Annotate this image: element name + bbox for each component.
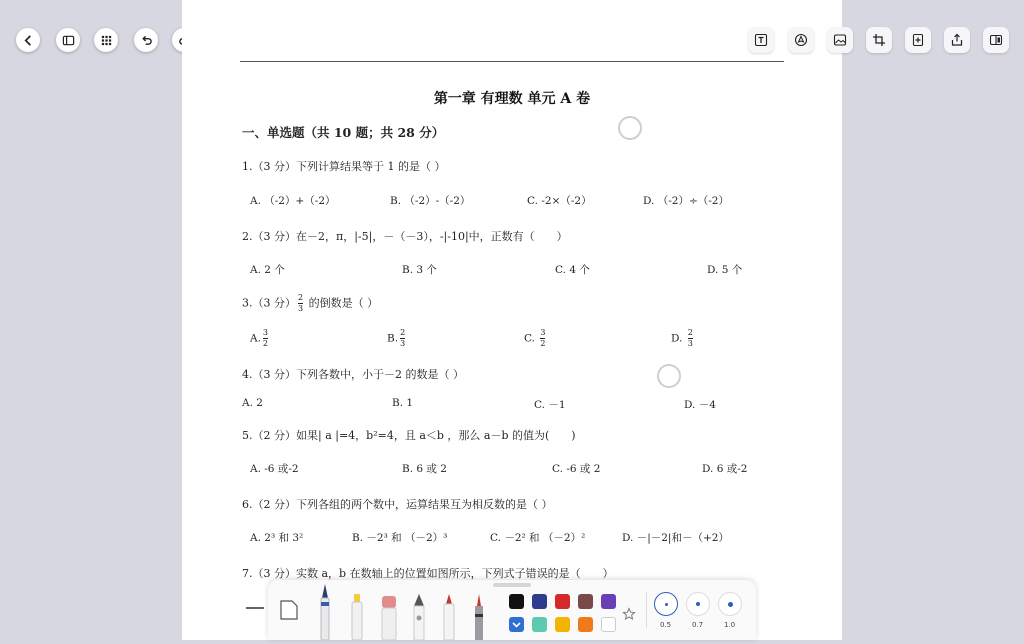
grid-icon xyxy=(100,34,113,47)
stroke-dot xyxy=(665,603,668,606)
pencil-tool[interactable] xyxy=(412,592,426,640)
stroke-size-1-0[interactable] xyxy=(718,592,742,616)
sidebar-toggle-button[interactable] xyxy=(56,28,80,52)
q2-option-d: D. 5 个 xyxy=(707,264,743,276)
stroke-dot xyxy=(696,602,700,606)
stroke-size-0-7[interactable] xyxy=(686,592,710,616)
star-icon xyxy=(622,607,636,621)
q1-option-c: C. -2×（-2） xyxy=(527,195,592,207)
q1-option-a: A. （-2）+（-2） xyxy=(250,195,336,207)
question-1: 1.（3 分）下列计算结果等于 1 的是（ ） xyxy=(242,160,446,173)
share-icon xyxy=(950,33,964,47)
header-rule xyxy=(240,61,784,62)
color-swatch-brown[interactable] xyxy=(578,594,593,609)
color-swatch-red[interactable] xyxy=(555,594,570,609)
chevron-down-icon xyxy=(509,617,524,632)
q5-option-c: C. -6 或 2 xyxy=(552,463,601,475)
favorite-color-button[interactable] xyxy=(622,606,636,620)
q3-option-b: B. $\frac{2}{3}$ xyxy=(387,328,406,348)
stroke-size-label: 0.5 xyxy=(660,621,672,629)
chevron-left-icon xyxy=(22,34,35,47)
question-2: 2.（3 分）在－2，π，|-5|，－（－3），-|-10|中，正数有（ ） xyxy=(242,230,568,243)
drawing-toolbar xyxy=(268,580,756,640)
image-icon xyxy=(833,33,847,47)
document-page xyxy=(182,0,842,640)
q5-option-b: B. 6 或 2 xyxy=(402,463,447,475)
q2-option-b: B. 3 个 xyxy=(402,264,437,276)
text-box-icon xyxy=(754,33,768,47)
page-icon xyxy=(280,600,298,620)
q2-option-c: C. 4 个 xyxy=(555,264,590,276)
page-title: 第一章 有理数 单元 A 卷 xyxy=(433,91,591,107)
color-swatch-teal[interactable] xyxy=(532,617,547,632)
q4-option-d: D. －4 xyxy=(684,399,716,411)
q3-fraction: $\frac{2}{3}$ xyxy=(298,293,304,313)
q2-option-a: A. 2 个 xyxy=(250,264,285,276)
brush-pen-tool[interactable] xyxy=(472,592,486,640)
add-page-icon xyxy=(911,33,925,47)
q1-option-d: D. （-2）÷（-2） xyxy=(643,195,729,207)
q6-option-a: A. 2³ 和 3² xyxy=(250,532,304,544)
reading-mode-button[interactable] xyxy=(983,27,1009,53)
stroke-size-0-5[interactable] xyxy=(654,592,678,616)
touch-indicator xyxy=(618,116,642,140)
book-icon xyxy=(989,33,1003,47)
share-button[interactable] xyxy=(944,27,970,53)
pen-tool-button[interactable] xyxy=(788,27,814,53)
brush-pen-icon xyxy=(472,592,486,640)
q3-option-d: D. $\frac{2}{3}$ xyxy=(671,328,693,348)
crop-icon xyxy=(872,33,886,47)
q1-option-b: B. （-2）-（-2） xyxy=(390,195,471,207)
crop-tool-button[interactable] xyxy=(866,27,892,53)
pen-circle-icon xyxy=(794,33,808,47)
question-4: 4.（3 分）下列各数中，小于－2 的数是（ ） xyxy=(242,368,464,381)
question-5: 5.（2 分）如果| a |=4，b²=4，且 a＜b ，那么 a－b 的值为( ) xyxy=(242,429,576,442)
color-swatch-navy[interactable] xyxy=(532,594,547,609)
color-swatch-orange[interactable] xyxy=(578,617,593,632)
q5-option-d: D. 6 或-2 xyxy=(702,463,748,475)
undo-icon xyxy=(140,34,153,47)
back-button[interactable] xyxy=(16,28,40,52)
color-swatch-white[interactable] xyxy=(601,617,616,632)
q3-option-a: A. $\frac{3}{2}$ xyxy=(250,328,269,348)
fountain-pen-icon xyxy=(318,582,332,640)
section-heading: 一、单选题（共 10 题；共 28 分） xyxy=(242,125,445,140)
color-swatch-blue-selected[interactable] xyxy=(509,617,524,632)
marker-icon xyxy=(442,592,456,640)
eraser-tool[interactable] xyxy=(380,594,398,640)
toolbar-drag-handle[interactable] xyxy=(493,583,531,587)
touch-indicator xyxy=(657,364,681,388)
color-swatch-purple[interactable] xyxy=(601,594,616,609)
q4-option-c: C. －1 xyxy=(534,399,566,411)
question-7: 7.（3 分）实数 a，b 在数轴上的位置如图所示，下列式子错误的是（ ） xyxy=(242,567,614,580)
add-page-button[interactable] xyxy=(905,27,931,53)
highlighter-tool[interactable] xyxy=(350,592,364,640)
q6-option-c: C. －2² 和 （－2）² xyxy=(490,532,586,544)
question-3 xyxy=(242,293,378,314)
q6-option-b: B. －2³ 和 （－2）³ xyxy=(352,532,448,544)
marker-tool[interactable] xyxy=(442,592,456,640)
collapse-toolbar-button[interactable] xyxy=(246,607,264,609)
question-6: 6.（2 分）下列各组的两个数中，运算结果互为相反数的是（ ） xyxy=(242,498,553,511)
q4-option-b: B. 1 xyxy=(392,397,414,409)
color-swatch-black[interactable] xyxy=(509,594,524,609)
pencil-icon xyxy=(412,592,426,640)
q4-option-a: A. 2 xyxy=(242,397,263,409)
toolbar-divider xyxy=(646,592,647,628)
text-tool-button[interactable] xyxy=(748,27,774,53)
stroke-dot xyxy=(728,602,733,607)
q3-option-c: C. $\frac{3}{2}$ xyxy=(524,328,546,348)
color-swatch-yellow[interactable] xyxy=(555,617,570,632)
stroke-size-label: 1.0 xyxy=(724,621,736,629)
q3-prefix: 3.（3 分） xyxy=(242,296,296,310)
image-tool-button[interactable] xyxy=(827,27,853,53)
q3-suffix: 的倒数是（ ） xyxy=(305,296,379,310)
grid-view-button[interactable] xyxy=(94,28,118,52)
highlighter-icon xyxy=(350,592,364,640)
q5-option-a: A. -6 或-2 xyxy=(250,463,299,475)
q6-option-d: D. －|－2|和－（+2） xyxy=(622,532,729,544)
stroke-size-label: 0.7 xyxy=(692,621,704,629)
page-thumbnail-button[interactable] xyxy=(280,600,298,620)
undo-button[interactable] xyxy=(134,28,158,52)
fountain-pen-tool[interactable] xyxy=(318,582,332,640)
eraser-icon xyxy=(380,594,398,640)
sidebar-icon xyxy=(62,34,75,47)
